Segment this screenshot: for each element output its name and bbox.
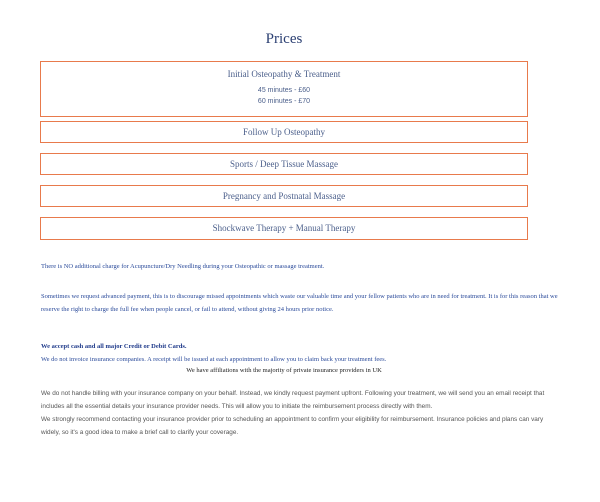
price-option: 45 minutes - £60 [257, 87, 311, 94]
invoice-note: We do not invoice insurance companies. A receipt will be issued at each appointment to allow you to claim back your treatment fees. [41, 356, 387, 363]
price-option: 60 minutes - £70 [257, 98, 311, 105]
price-item-follow-up-osteopathy[interactable] [40, 121, 528, 143]
payment-methods-note: We accept cash and all major Credit or Debit Cards. [41, 343, 187, 350]
price-item-label: Pregnancy and Postnatal Massage [222, 191, 346, 201]
contact-provider-note: We strongly recommend contacting your insurance provider prior to scheduling an appointment to confirm your eligibility for reimbursement. Insurance policies and plans can vary widely, so it's a good idea to make a brief call to clarify your coverage. [41, 416, 544, 436]
price-item-shockwave-therapy[interactable] [40, 217, 528, 240]
price-item-pregnancy-massage[interactable] [40, 185, 528, 207]
price-item-label: Initial Osteopathy & Treatment [227, 69, 341, 79]
page-title: Prices [265, 31, 303, 47]
price-item-label: Shockwave Therapy + Manual Therapy [212, 223, 356, 233]
price-item-label: Follow Up Osteopathy [243, 127, 325, 137]
price-item-initial-osteopathy[interactable] [40, 61, 528, 117]
price-item-label: Sports / Deep Tissue Massage [229, 159, 338, 169]
acupuncture-note: There is NO additional charge for Acupuncture/Dry Needling during your Osteopathic or massage treatment. [41, 263, 325, 270]
advance-payment-note: Sometimes we request advanced payment, this is to discourage missed appointments which waste our valuable time and your fellow patients who are in need for treatment. It is for this reason that we reserve the right to charge the full fee when people cancel, or fail to attend, without giving 24 hours prior notice. [41, 293, 558, 313]
price-item-sports-massage[interactable] [40, 153, 528, 175]
billing-note: We do not handle billing with your insurance company on your behalf. Instead, we kindly request payment upfront. Following your treatment, we will send you an email receipt that includes all the essential details your insurance provider needs. This will allow you to initiate the reimbursement process directly with them. [41, 390, 545, 410]
affiliations-note: We have affiliations with the majority of private insurance providers in UK [186, 367, 382, 374]
